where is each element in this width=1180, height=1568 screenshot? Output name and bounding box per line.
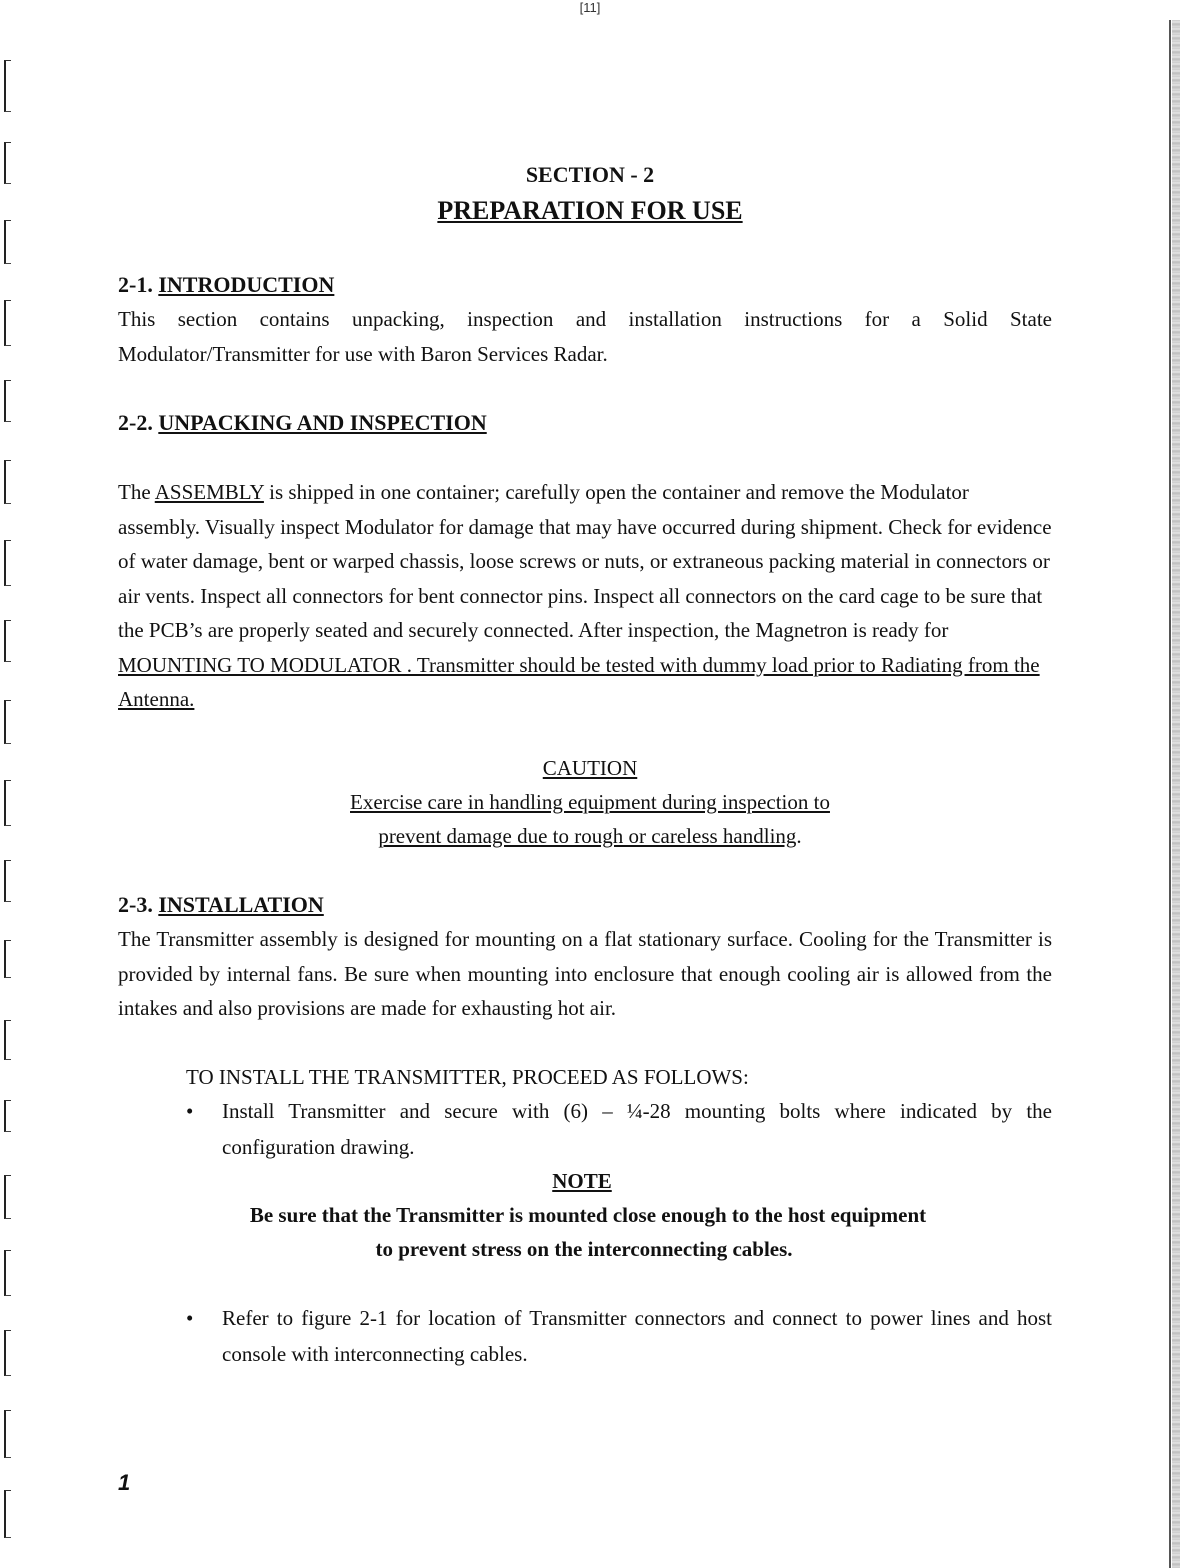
note-title: NOTE	[552, 1169, 612, 1193]
binding-mark	[4, 300, 11, 346]
heading-introduction	[118, 272, 1052, 298]
heading-title: UNPACKING AND INSPECTION	[158, 410, 487, 435]
binding-mark	[4, 1020, 11, 1060]
text-run: The	[118, 480, 155, 504]
binding-mark	[4, 940, 11, 978]
bullet-icon: •	[186, 1306, 194, 1330]
caution-title: CAUTION	[542, 756, 638, 780]
binding-mark	[4, 700, 11, 744]
intro-paragraph: This section contains unpacking, inspection and installation instructions for a Solid State Modulator/Transmitter for use with Baron Services Radar.	[118, 307, 1052, 366]
heading-number: 2-1.	[118, 272, 153, 297]
list-item-text: Install Transmitter and secure with (6) – ¼-28 mounting bolts where indicated by the configuration drawing.	[222, 1099, 1052, 1159]
binding-mark	[4, 1410, 11, 1458]
caution-line-1: Exercise care in handling equipment during inspection to	[350, 790, 830, 814]
heading-title: INTRODUCTION	[158, 272, 335, 297]
note-line-1: Be sure that the Transmitter is mounted close enough to the host equipment	[249, 1203, 927, 1227]
assembly-underlined: ASSEMBLY	[154, 480, 264, 504]
heading-number: 2-3.	[118, 892, 153, 917]
binding-mark	[4, 380, 11, 422]
text-run: is shipped in one container; carefully open the container and remove the Modulator assembly. Visually inspect Modulator for damage that may have occurred during shipment. Check for evidence of water damage, bent or warped chassis, loose screws or nuts, or extraneous packing material in connectors or air vents. Inspect all connectors for bent connector pins. Inspect all connectors on the card cage to be sure that the PCB’s are properly seated and securely connected. After inspection, the Magnetron is ready for	[118, 480, 1052, 642]
binding-mark	[4, 220, 11, 264]
binding-mark	[4, 1490, 11, 1538]
heading-unpacking	[118, 410, 1052, 436]
caution-line-2	[0, 819, 1180, 853]
binding-mark	[4, 1330, 11, 1376]
list-item	[186, 1300, 1052, 1372]
binding-mark	[4, 540, 11, 586]
binding-mark	[4, 60, 11, 112]
caution-line-2-text: prevent damage due to rough or careless handling	[378, 824, 797, 848]
binding-mark	[4, 1100, 11, 1132]
heading-title: INSTALLATION	[158, 892, 324, 917]
note-line-2: to prevent stress on the interconnecting cables.	[375, 1237, 793, 1261]
heading-installation	[118, 892, 1052, 918]
binding-mark	[4, 460, 11, 504]
page-number: 1	[118, 1470, 131, 1495]
caution-line-2-end: .	[796, 824, 802, 848]
binding-mark	[4, 860, 11, 902]
section-title: PREPARATION FOR USE	[437, 196, 743, 225]
unpacking-paragraph	[118, 475, 1052, 717]
installation-paragraph: The Transmitter assembly is designed for mounting on a flat stationary surface. Cooling for the Transmitter is provided by internal fans. Be sure when mounting into enclosure that enough cooling air is allowed from the intakes and also provisions are made for exhausting hot air.	[118, 927, 1052, 1020]
list-item	[186, 1093, 1052, 1165]
list-item-text: Refer to figure 2-1 for location of Transmitter connectors and connect to power lines and host console with interconnecting cables.	[222, 1306, 1052, 1366]
page-reference: [11]	[579, 0, 601, 15]
binding-mark	[4, 620, 11, 662]
bullet-icon: •	[186, 1099, 194, 1123]
mounting-underlined: MOUNTING TO MODULATOR . Transmitter should be tested with dummy load prior to Radiating from the Antenna.	[118, 652, 1040, 711]
heading-number: 2-2.	[118, 410, 153, 435]
procedure-title: TO INSTALL THE TRANSMITTER, PROCEED AS FOLLOWS:	[186, 1065, 749, 1089]
section-label: SECTION - 2	[525, 162, 655, 187]
